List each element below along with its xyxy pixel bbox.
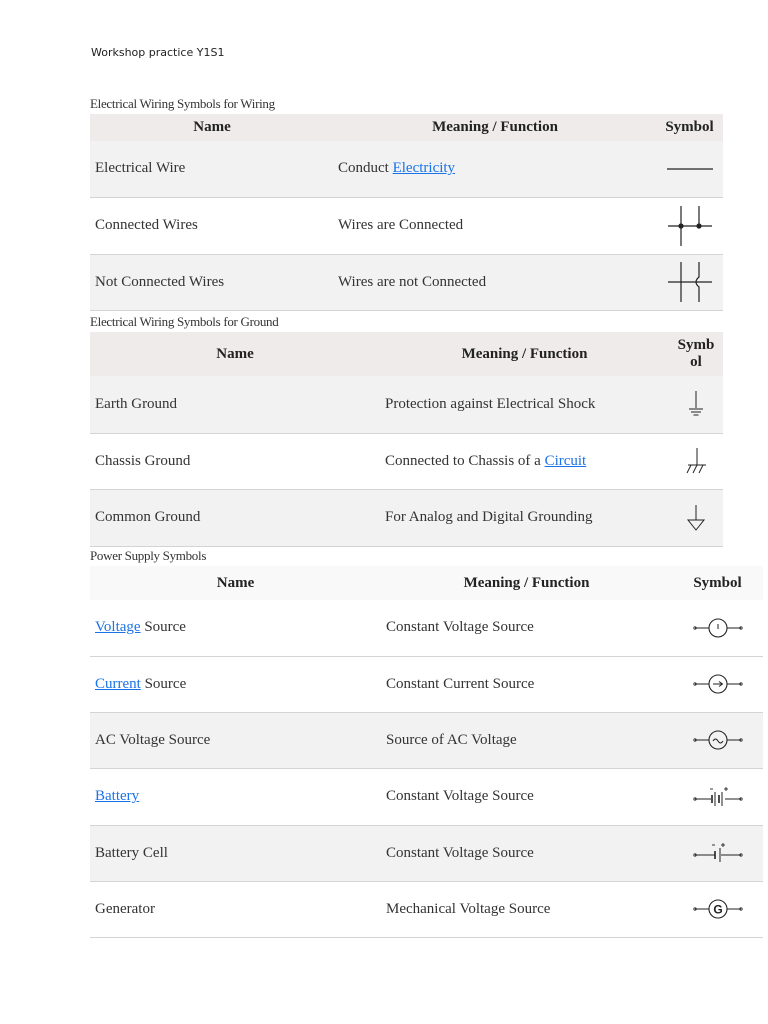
table-header-row [90,332,723,376]
table-row [90,433,723,489]
row-meaning: Constant Voltage Source [381,600,672,656]
row-meaning: Conduct Electricity [334,141,656,197]
ac-voltage-source-icon [693,728,743,752]
table-row [90,600,763,656]
row-symbol [656,197,723,254]
row-meaning: Source of AC Voltage [381,712,672,768]
row-symbol [672,881,763,937]
row-symbol [672,768,763,825]
voltage-source-icon [693,616,743,640]
row-meaning: Protection against Electrical Shock [380,376,669,433]
straight-wire-icon [665,159,715,179]
row-name: Not Connected Wires [90,254,334,310]
row-name [90,768,381,825]
wiring-table-caption: Electrical Wiring Symbols for Wiring [90,96,275,111]
current-link[interactable]: Current [95,675,141,692]
row-name: Connected Wires [90,197,334,254]
row-name: Electrical Wire [90,141,334,197]
common-ground-icon [684,502,708,534]
row-symbol [672,600,763,656]
electricity-link[interactable]: Electricity [392,160,456,177]
not-connected-wires-icon [665,257,715,307]
row-symbol [672,656,763,712]
table-row [90,712,763,768]
row-symbol [672,712,763,768]
battery-cell-icon [693,841,743,865]
column-header-symbol: Symbol [656,114,723,141]
table-row [90,881,763,937]
column-header-meaning: Meaning / Function [334,114,656,141]
table-row [90,254,723,310]
row-name: Current Source [90,656,381,712]
column-header-meaning: Meaning / Function [381,566,672,600]
wiring-symbols-table [90,114,723,311]
row-meaning: Wires are not Connected [334,254,656,310]
row-meaning: Constant Voltage Source [381,825,672,881]
row-meaning: Constant Voltage Source [381,768,672,825]
row-symbol [669,376,723,433]
row-name: Battery Cell [90,825,381,881]
row-symbol [656,254,723,310]
connected-wires-icon [665,201,715,251]
row-name: Earth Ground [90,376,380,433]
table-row [90,768,763,825]
ground-table-caption: Electrical Wiring Symbols for Ground [90,314,279,329]
current-source-icon [693,672,743,696]
table-row [90,489,723,546]
svg-text:G: G [712,902,723,917]
row-meaning: Mechanical Voltage Source [381,881,672,937]
column-header-meaning: Meaning / Function [380,332,669,376]
row-name: Voltage Source [90,600,381,656]
row-meaning: Connected to Chassis of a Circuit [380,433,669,489]
row-symbol [672,825,763,881]
table-row [90,656,763,712]
row-meaning: Constant Current Source [381,656,672,712]
battery-icon [693,785,743,809]
earth-ground-icon [684,388,708,420]
power-table-caption: Power Supply Symbols [90,548,207,563]
table-header-row [90,566,763,600]
row-symbol [656,141,723,197]
row-name: Generator [90,881,381,937]
row-symbol [669,433,723,489]
circuit-link[interactable]: Circuit [544,452,587,469]
row-symbol [669,489,723,546]
chassis-ground-icon [682,445,710,477]
table-header-row [90,114,723,141]
row-meaning: Wires are Connected [334,197,656,254]
row-name: Common Ground [90,489,380,546]
battery-link[interactable]: Battery [95,788,140,804]
power-symbols-table [90,566,763,938]
column-header-name: Name [90,332,380,376]
ground-symbols-table [90,332,723,547]
table-row [90,825,763,881]
column-header-name: Name [90,566,381,600]
generator-icon [693,897,743,921]
document-header: Workshop practice Y1S1 [91,46,225,59]
table-row [90,197,723,254]
column-header-name: Name [90,114,334,141]
row-name: Chassis Ground [90,433,380,489]
table-row [90,141,723,197]
row-name: AC Voltage Source [90,712,381,768]
row-meaning: For Analog and Digital Grounding [380,489,669,546]
table-row [90,376,723,433]
voltage-link[interactable]: Voltage [95,619,141,636]
column-header-symbol: Symbol [672,566,763,600]
column-header-symbol: Symb ol [669,332,723,376]
